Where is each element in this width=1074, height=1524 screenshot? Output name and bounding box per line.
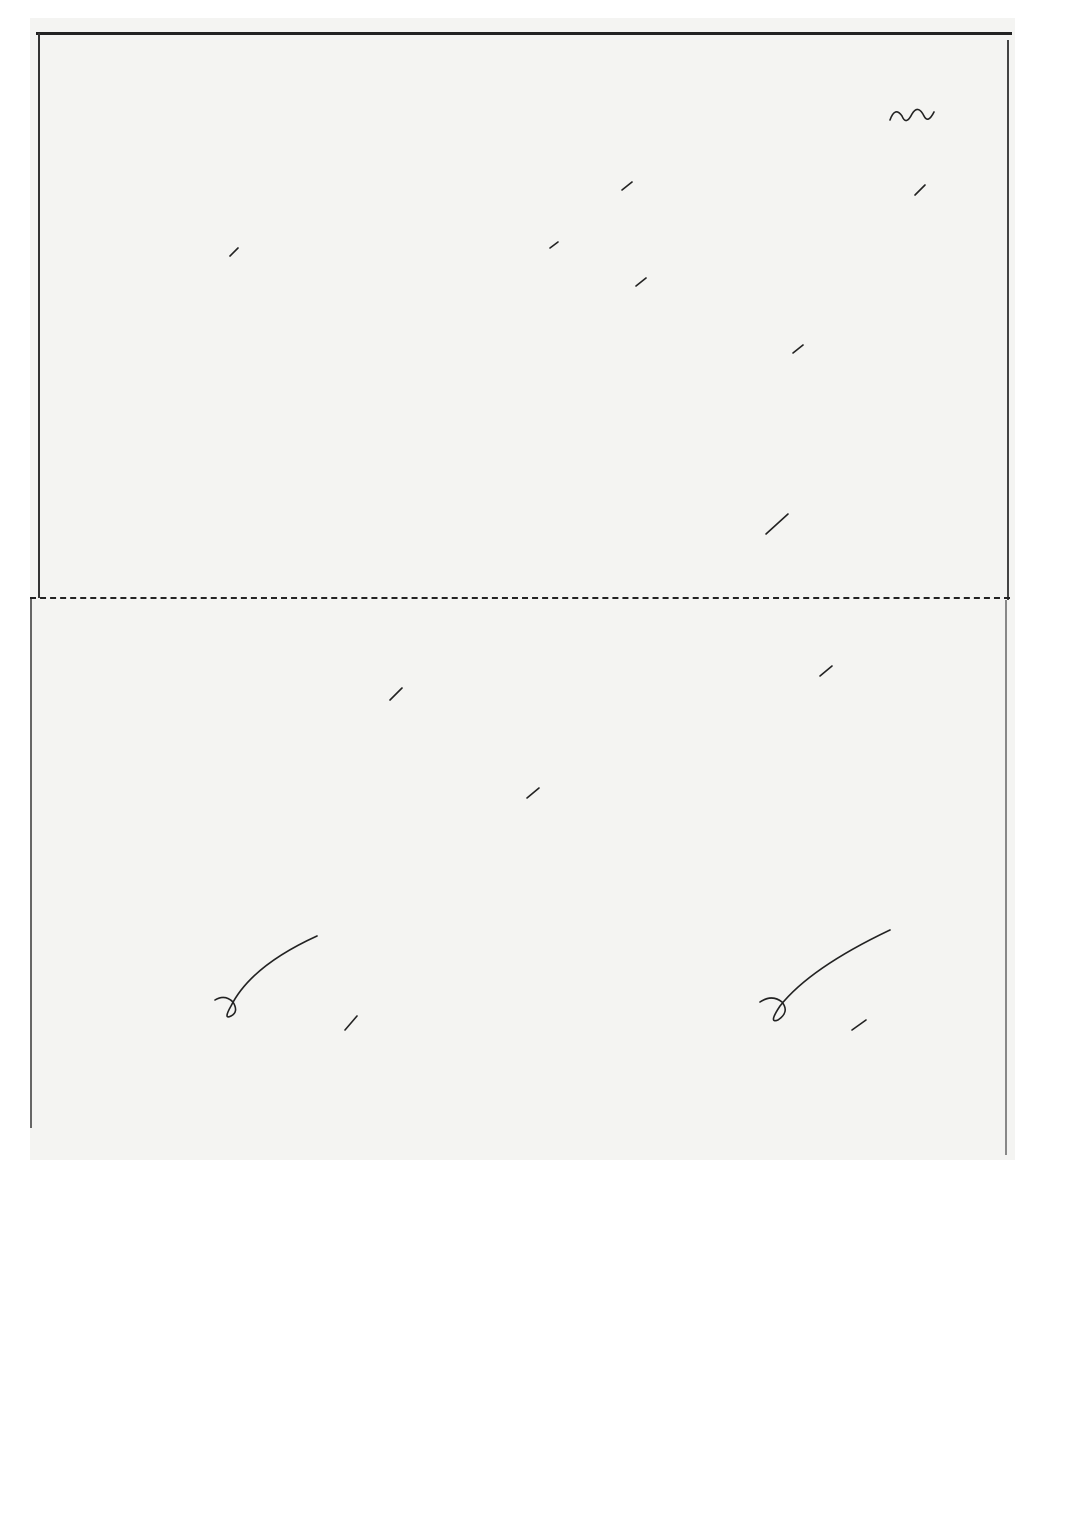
officer-signature <box>215 936 317 1017</box>
initials-mark <box>890 109 934 120</box>
registrar-signature <box>760 930 890 1021</box>
